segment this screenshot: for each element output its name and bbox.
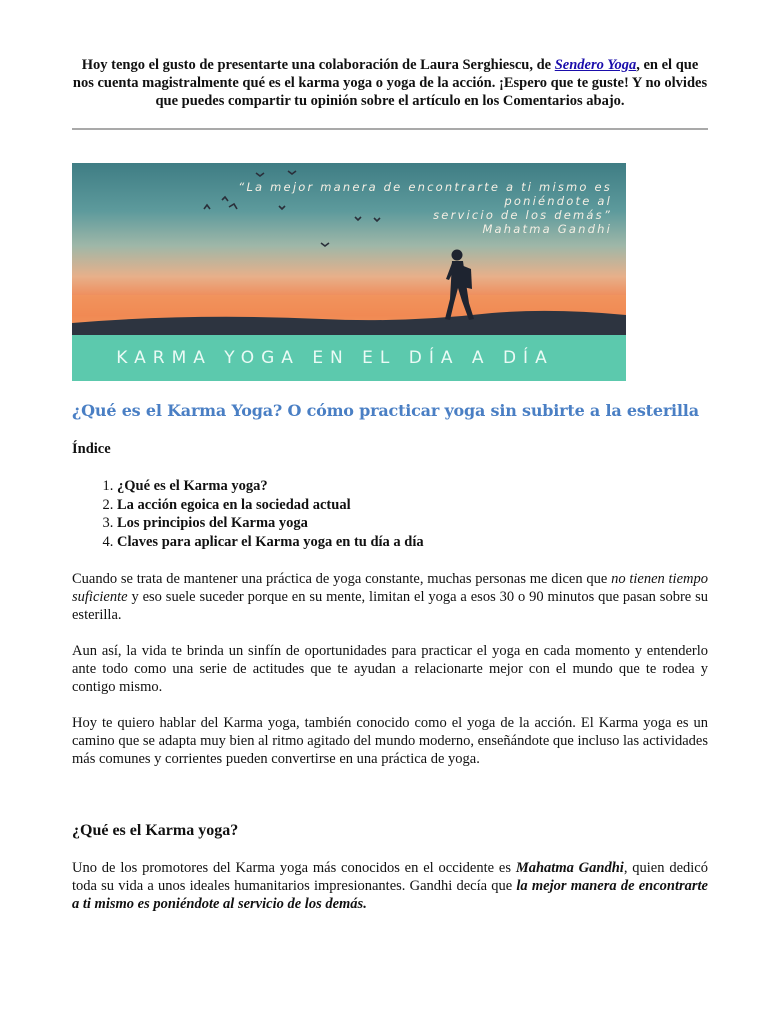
- quote-line-1: “La mejor manera de encontrarte a ti mismo es poniéndote al: [238, 180, 612, 208]
- gandhi-name-emphasis: Mahatma Gandhi: [515, 860, 624, 876]
- index-title: Índice: [72, 441, 111, 457]
- karma-yoga-banner-image: [72, 163, 626, 381]
- article-title: ¿Qué es el Karma Yoga? O cómo practicar yoga sin subirte a la esterilla: [72, 401, 699, 420]
- toc-item[interactable]: 2. La acción egoica en la sociedad actual: [117, 496, 708, 515]
- toc-item[interactable]: 3. Los principios del Karma yoga: [117, 514, 708, 533]
- gandhi-quote: [152, 180, 612, 236]
- section-heading: ¿Qué es el Karma yoga?: [72, 822, 239, 839]
- gandhi-quote-emphasis: la mejor manera de encontrarte a ti mismo es poniéndote al servicio de los demás.: [72, 878, 708, 912]
- body-paragraph-2: Aun así, la vida te brinda un sinfín de oportunidades para practicar el yoga en cada momento y entenderlo ante todo como una serie de actitudes que te ayudan a relacionarte mejor con el mundo que te rodea y contigo mismo.: [72, 643, 708, 695]
- banner-title-band: KARMA YOGA EN EL DÍA A DÍA: [72, 335, 626, 381]
- intro-paragraph: [72, 56, 708, 110]
- intro-text-start: Hoy tengo el gusto de presentarte una colaboración de Laura Serghiescu, de: [81, 57, 555, 73]
- body-paragraph-3: Hoy te quiero hablar del Karma yoga, también conocido como el yoga de la acción. El Karma yoga es un camino que se adapta muy bien al ritmo agitado del mundo moderno, enseñándote que incluso las actividades más comunes y corrientes pueden convertirse en una práctica de yoga.: [72, 715, 708, 767]
- p1-emphasis: no tienen tiempo suficiente: [72, 571, 708, 605]
- p1-text-a: Cuando se trata de mantener una práctica de yoga constante, muchas personas me dicen que: [72, 571, 612, 587]
- section-text-b: , quien dedicó toda su vida a unos ideales humanitarios impresionantes. Gandhi decía que: [72, 860, 708, 894]
- p1-text-b: y eso suele suceder porque en su mente, limitan el yoga a esos 30 o 90 minutos que pasan sobre su esterilla.: [72, 589, 708, 623]
- quote-line-2: servicio de los demás”: [433, 208, 612, 222]
- section-paragraph: [72, 859, 708, 913]
- intro-text-end: , en el que nos cuenta magistralmente qué es el karma yoga o yoga de la acción. ¡Espero que te guste! Y no olvides que puedes compartir tu opinión sobre el artículo en los Comentarios abajo.: [72, 57, 708, 109]
- section-text-a: Uno de los promotores del Karma yoga más conocidos en el occidente es: [72, 860, 516, 876]
- document-page: [72, 0, 708, 913]
- table-of-contents: [72, 477, 708, 551]
- toc-item[interactable]: 1. ¿Qué es el Karma yoga?: [117, 477, 708, 496]
- horizontal-divider: [72, 128, 708, 130]
- body-paragraph-1: [72, 570, 708, 624]
- quote-author: Mahatma Gandhi: [482, 222, 612, 236]
- sendero-yoga-link[interactable]: Sendero Yoga: [554, 57, 637, 73]
- toc-item[interactable]: 4. Claves para aplicar el Karma yoga en tu día a día: [117, 533, 708, 552]
